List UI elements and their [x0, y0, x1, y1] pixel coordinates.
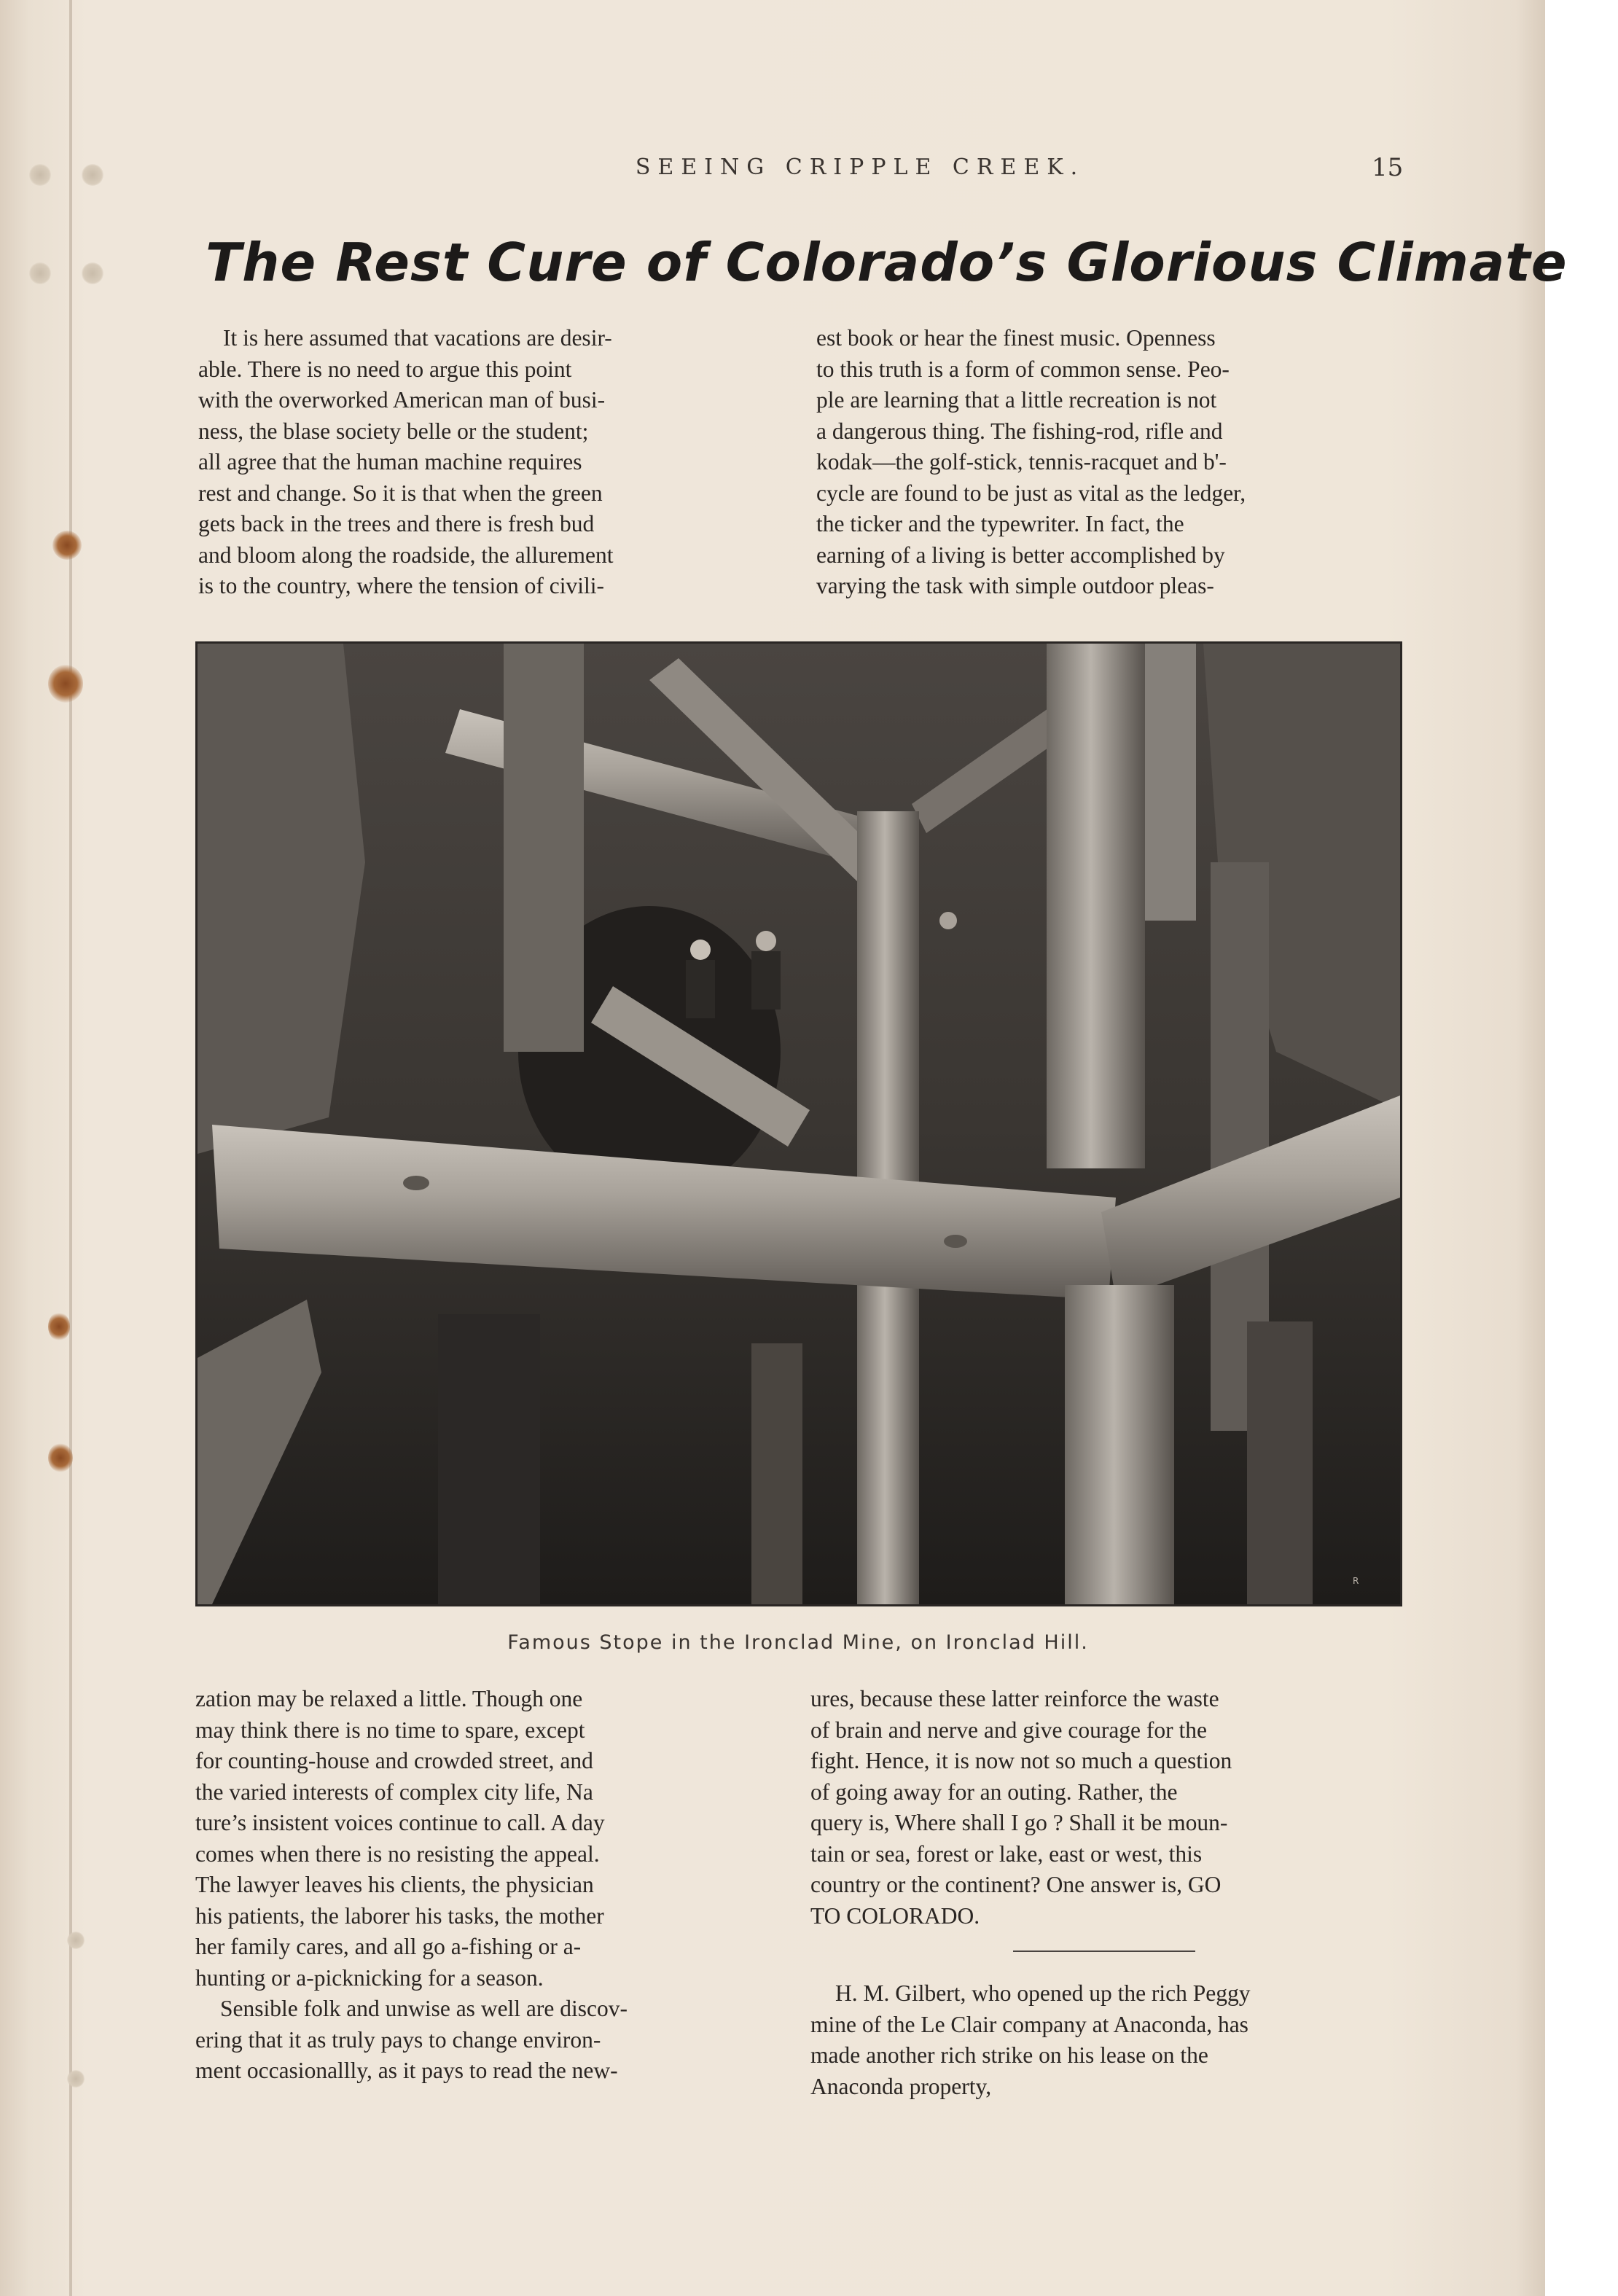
text-line: ture’s insistent voices continue to call. A day — [195, 1810, 605, 1835]
binding-hole — [29, 262, 51, 284]
photo-caption: Famous Stope in the Ironclad Mine, on Ironclad Hill. — [507, 1631, 1089, 1654]
binding-edge — [69, 0, 72, 2296]
rust-stain — [48, 665, 83, 703]
text-line: ple are learning that a little recreation is not — [816, 387, 1217, 413]
text-line: cycle are found to be just as vital as the ledger, — [816, 480, 1246, 506]
text-line: Anaconda property, — [810, 2073, 992, 2099]
text-line: all agree that the human machine requires — [198, 449, 582, 475]
running-header: SEEING CRIPPLE CREEK. — [635, 155, 1085, 180]
text-line: to this truth is a form of common sense. Peo- — [816, 356, 1230, 382]
text-line: ness, the blase society belle or the student; — [198, 418, 589, 444]
text-line: fight. Hence, it is now not so much a question — [810, 1748, 1232, 1773]
article-title: The Rest Cure of Colorado’s Glorious Climate — [206, 232, 1568, 293]
text-line: kodak—the golf-stick, tennis-racquet and b'- — [816, 449, 1227, 475]
text-line: with the overworked American man of busi- — [198, 387, 606, 413]
text-line: TO COLORADO. — [810, 1902, 980, 1929]
text-line: Sensible folk and unwise as well are discov- — [220, 1996, 628, 2021]
rust-stain — [48, 1312, 70, 1341]
text-line: query is, Where shall I go ? Shall it be moun- — [810, 1810, 1228, 1835]
text-line: hunting or a-picknicking for a season. — [195, 1964, 544, 1991]
lower-left-column — [195, 1684, 780, 2087]
text-line: ment occasionallly, as it pays to read the new- — [195, 2058, 618, 2083]
upper-right-column — [816, 323, 1399, 602]
text-line: rest and change. So it is that when the green — [198, 480, 603, 506]
text-line: zation may be relaxed a little. Though one — [195, 1686, 583, 1711]
mine-stope-photograph — [195, 641, 1402, 1606]
text-line: and bloom along the roadside, the allurement — [198, 542, 614, 568]
text-line: is to the country, where the tension of civili- — [198, 573, 604, 598]
upper-left-column — [198, 323, 781, 602]
text-line: ures, because these latter reinforce the waste — [810, 1686, 1219, 1711]
text-line: earning of a living is better accomplished by — [816, 542, 1225, 568]
binding-hole — [29, 164, 51, 186]
text-line: comes when there is no resisting the appeal. — [195, 1840, 600, 1867]
text-line: of going away for an outing. Rather, the — [810, 1778, 1178, 1805]
lower-right-column — [810, 1684, 1401, 2102]
rust-stain — [48, 1443, 73, 1472]
page-number: 15 — [1372, 153, 1404, 182]
text-line: varying the task with simple outdoor pleas- — [816, 573, 1214, 598]
svg-text:R: R — [1353, 1576, 1359, 1586]
binding-hole — [82, 164, 103, 186]
text-line: ering that it as truly pays to change environ- — [195, 2026, 601, 2053]
section-divider — [1013, 1951, 1195, 1952]
text-line: may think there is no time to spare, except — [195, 1717, 585, 1743]
text-line: a dangerous thing. The fishing-rod, rifle and — [816, 418, 1223, 444]
text-line: the varied interests of complex city life, Na — [195, 1778, 593, 1805]
text-line: gets back in the trees and there is fresh bud — [198, 511, 595, 536]
text-line: for counting-house and crowded street, and — [195, 1748, 593, 1773]
text-line: able. There is no need to argue this point — [198, 356, 572, 382]
text-line: est book or hear the finest music. Openness — [816, 325, 1216, 351]
text-line: H. M. Gilbert, who opened up the rich Peggy — [835, 1980, 1251, 2006]
text-line: made another rich strike on his lease on the — [810, 2042, 1208, 2068]
section-gap — [810, 1932, 1401, 1978]
rust-stain — [52, 531, 82, 560]
text-line: tain or sea, forest or lake, east or west, this — [810, 1840, 1203, 1867]
binding-hole — [67, 1932, 85, 1949]
text-line: The lawyer leaves his clients, the physician — [195, 1872, 594, 1897]
binding-hole — [67, 2070, 85, 2088]
text-line: her family cares, and all go a-fishing or a- — [195, 1934, 582, 1959]
text-line: his patients, the laborer his tasks, the mother — [195, 1902, 604, 1929]
text-line: country or the continent? One answer is, GO — [810, 1872, 1222, 1897]
text-line: It is here assumed that vacations are desir- — [223, 325, 612, 351]
text-line: of brain and nerve and give courage for the — [810, 1717, 1208, 1743]
binding-hole — [82, 262, 103, 284]
text-line: mine of the Le Clair company at Anaconda, has — [810, 2011, 1248, 2037]
text-line: the ticker and the typewriter. In fact, the — [816, 511, 1184, 536]
